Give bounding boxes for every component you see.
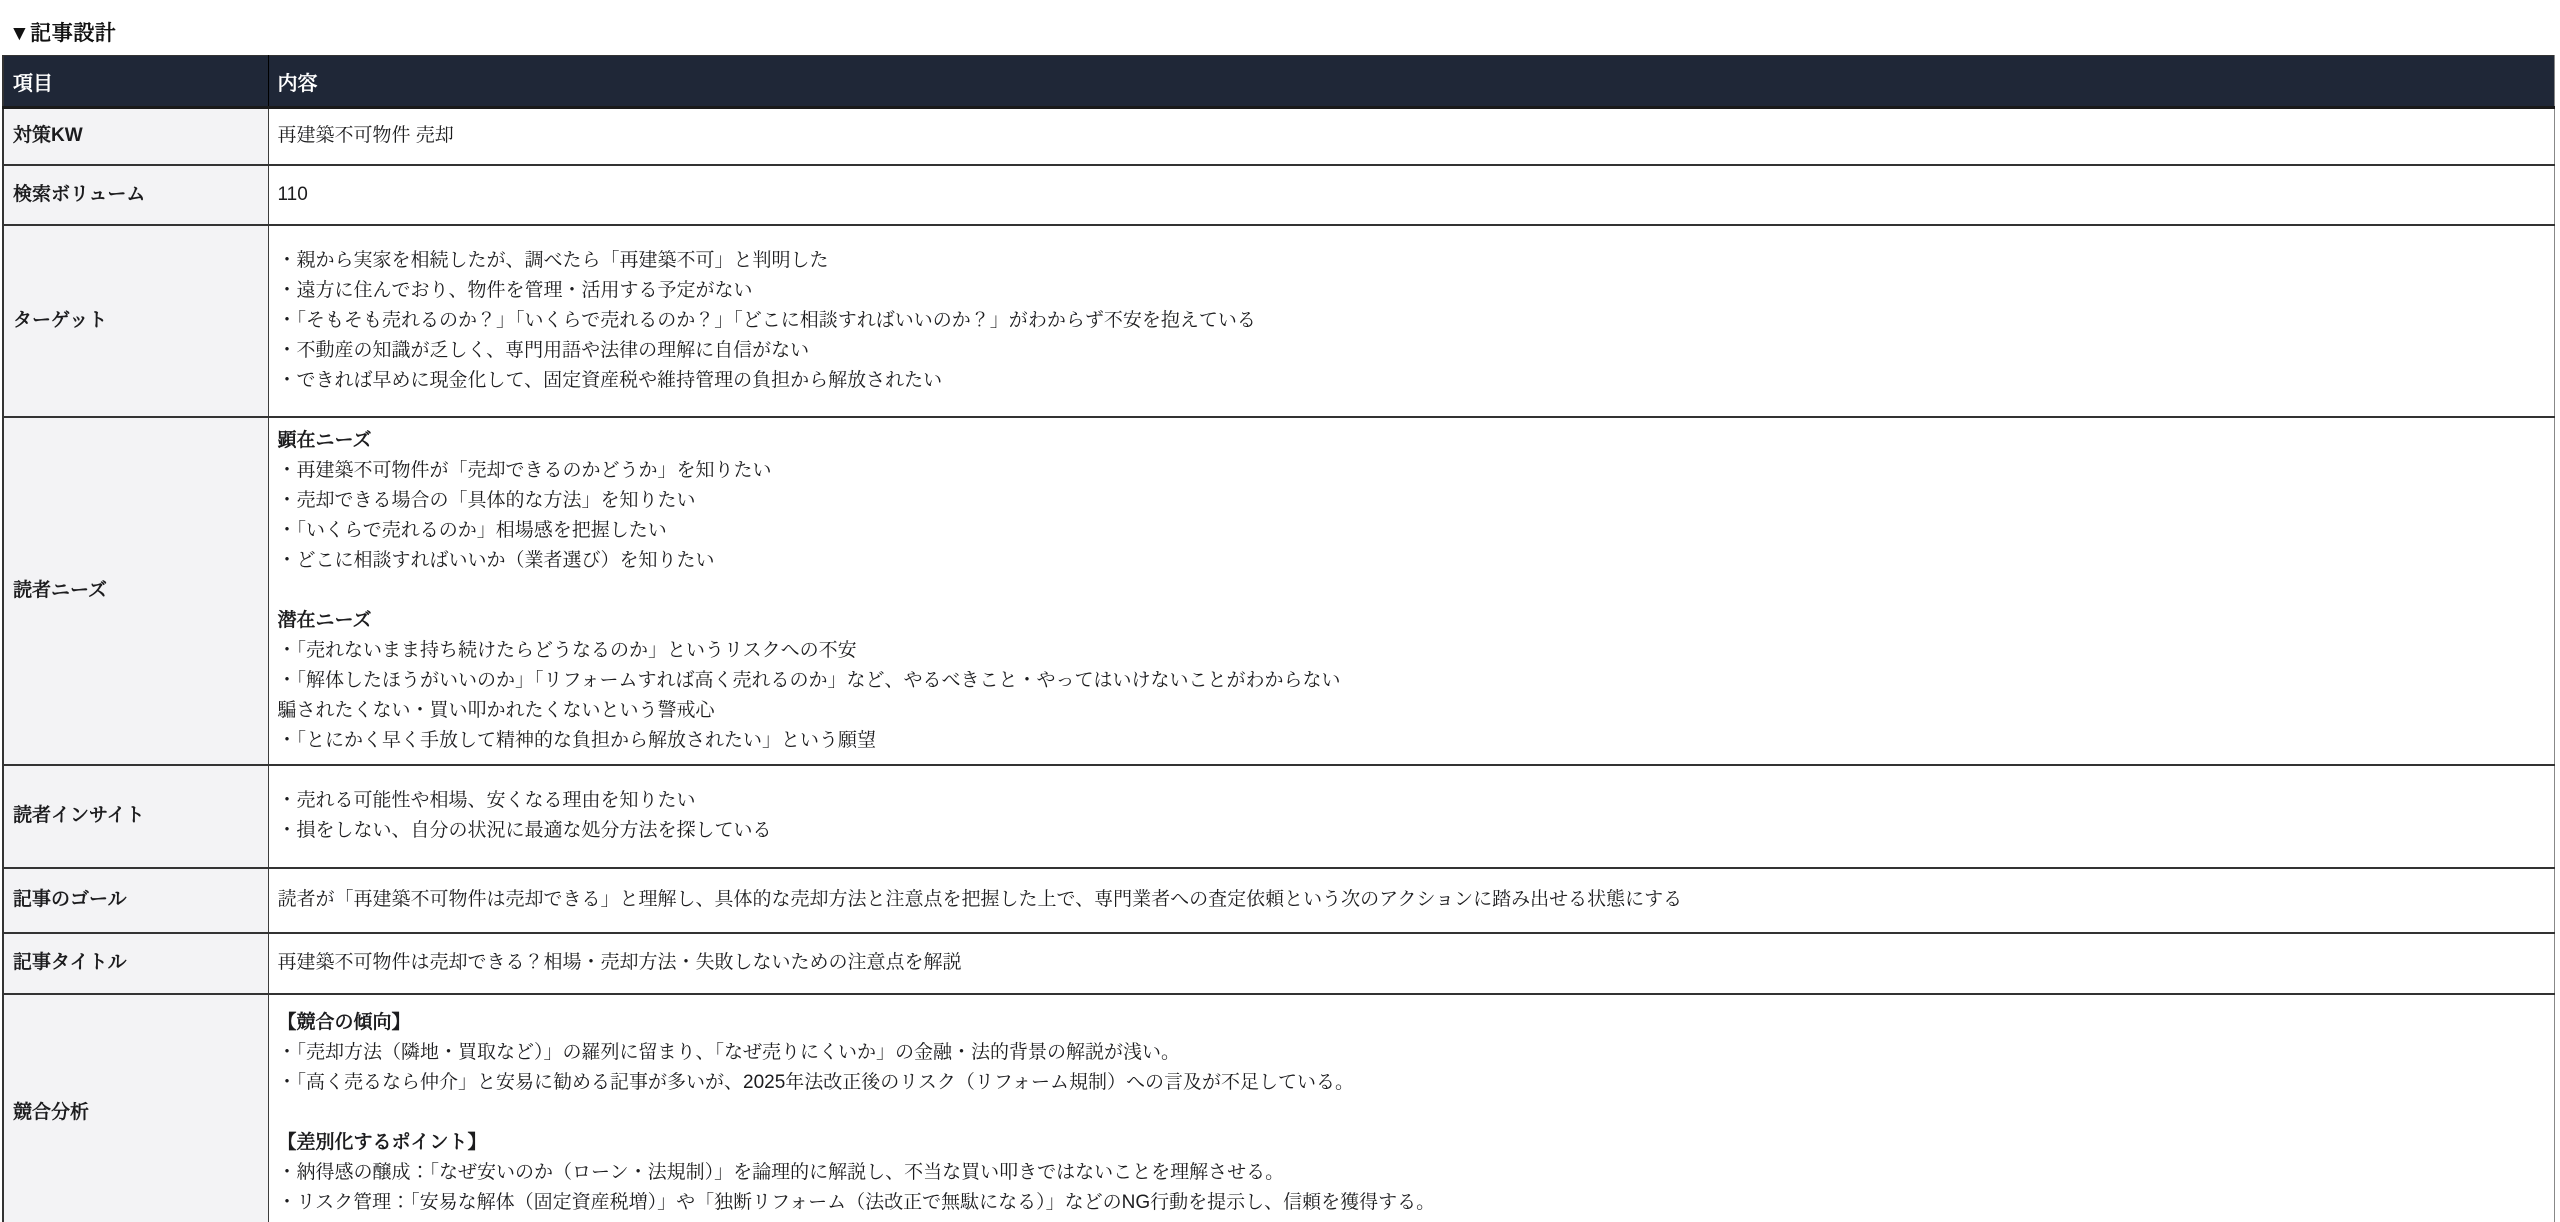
content-line: ・「解体したほうがいいのか」「リフォームすれば高く売れるのか」など、やるべきこと・やってはいけないことがわからない xyxy=(277,669,1341,691)
content-line: ・「いくらで売れるのか」相場感を把握したい xyxy=(277,519,667,541)
table-row xyxy=(3,225,2555,417)
table-body xyxy=(3,108,2555,1222)
content-heading-line: 【競合の傾向】 xyxy=(277,1012,411,1033)
column-header-item: 項目 xyxy=(3,56,268,108)
row-label: ターゲット xyxy=(3,225,268,417)
content-line: ・できれば早めに現金化して、固定資産税や維持管理の負担から解放されたい xyxy=(277,369,943,391)
row-content xyxy=(268,765,2555,868)
row-content xyxy=(268,165,2555,225)
column-header-content: 内容 xyxy=(268,56,2555,108)
content-line: ・売れる可能性や相場、安くなる理由を知りたい xyxy=(277,790,696,811)
content-line: 再建築不可物件 売却 xyxy=(277,125,454,147)
row-label: 読者インサイト xyxy=(3,765,268,868)
table-row xyxy=(3,108,2555,165)
row-label: 読者ニーズ xyxy=(3,417,268,765)
content-line: ・再建築不可物件が「売却できるのかどうか」を知りたい xyxy=(277,459,772,481)
row-label: 記事タイトル xyxy=(3,933,268,994)
table-row xyxy=(3,868,2555,933)
content-line: ・損をしない、自分の状況に最適な処分方法を探している xyxy=(277,820,772,841)
content-line: ・「高く売るなら仲介」と安易に勧める記事が多いが、2025年法改正後のリスク（リフォーム規制）への言及が不足している。 xyxy=(277,1072,1354,1093)
row-label: 検索ボリューム xyxy=(3,165,268,225)
table-row xyxy=(3,417,2555,765)
row-label: 対策KW xyxy=(3,108,268,165)
content-line xyxy=(278,576,2543,606)
table-row xyxy=(3,165,2555,225)
row-label: 記事のゴール xyxy=(3,868,268,933)
table-header xyxy=(3,56,2555,108)
content-line: ・「売却方法（隣地・買取など）」の羅列に留まり、「なぜ売りにくいか」の金融・法的背景の解説が浅い。 xyxy=(277,1042,1181,1063)
content-line: ・「売れないまま持ち続けたらどうなるのか」というリスクへの不安 xyxy=(277,639,857,661)
row-content xyxy=(268,933,2555,994)
content-line: ・どこに相談すればいいか（業者選び）を知りたい xyxy=(277,549,715,571)
content-line: ・親から実家を相続したが、調べたら「再建築不可」と判明した xyxy=(277,249,829,271)
content-line: 騙されたくない・買い叩かれたくないという警戒心 xyxy=(277,699,715,721)
content-line: ・「そもそも売れるのか？」「いくらで売れるのか？」「どこに相談すればいいのか？」がわからず不安を抱えている xyxy=(277,309,1256,331)
content-line xyxy=(278,1098,2543,1128)
content-line: 読者が「再建築不可物件は売却できる」と理解し、具体的な売却方法と注意点を把握した上で、専門業者への査定依頼という次のアクションに踏み出せる状態にする xyxy=(277,889,1683,910)
row-label: 競合分析 xyxy=(3,994,268,1222)
page-title: ▼記事設計 xyxy=(9,22,117,45)
row-content xyxy=(268,108,2555,165)
header-row xyxy=(3,56,2555,108)
row-content xyxy=(268,417,2555,765)
content-line: ・遠方に住んでおり、物件を管理・活用する予定がない xyxy=(277,279,753,301)
content-line: ・リスク管理：「安易な解体（固定資産税増）」や「独断リフォーム（法改正で無駄になる）」などのNG行動を提示し、信頼を獲得する。 xyxy=(277,1192,1436,1213)
content-line: 再建築不可物件は売却できる？相場・売却方法・失敗しないための注意点を解説 xyxy=(277,952,962,973)
table-row xyxy=(3,994,2555,1222)
table-row xyxy=(3,765,2555,868)
content-heading-line: 潜在ニーズ xyxy=(277,609,372,631)
content-heading-line: 【差別化するポイント】 xyxy=(277,1132,487,1153)
content-line: ・納得感の醸成：「なぜ安いのか（ローン・法規制）」を論理的に解説し、不当な買い叩きではないことを理解させる。 xyxy=(277,1162,1285,1183)
article-design-table xyxy=(2,55,2555,1222)
row-content xyxy=(268,225,2555,417)
row-content xyxy=(268,868,2555,933)
content-heading-line: 顕在ニーズ xyxy=(277,429,372,451)
content-line: ・「とにかく早く手放して精神的な負担から解放されたい」という願望 xyxy=(277,729,877,751)
content-line: 110 xyxy=(277,183,308,205)
row-content xyxy=(268,994,2555,1222)
table-row xyxy=(3,933,2555,994)
content-line: ・不動産の知識が乏しく、専門用語や法律の理解に自信がない xyxy=(277,339,810,361)
content-line: ・売却できる場合の「具体的な方法」を知りたい xyxy=(277,489,696,511)
